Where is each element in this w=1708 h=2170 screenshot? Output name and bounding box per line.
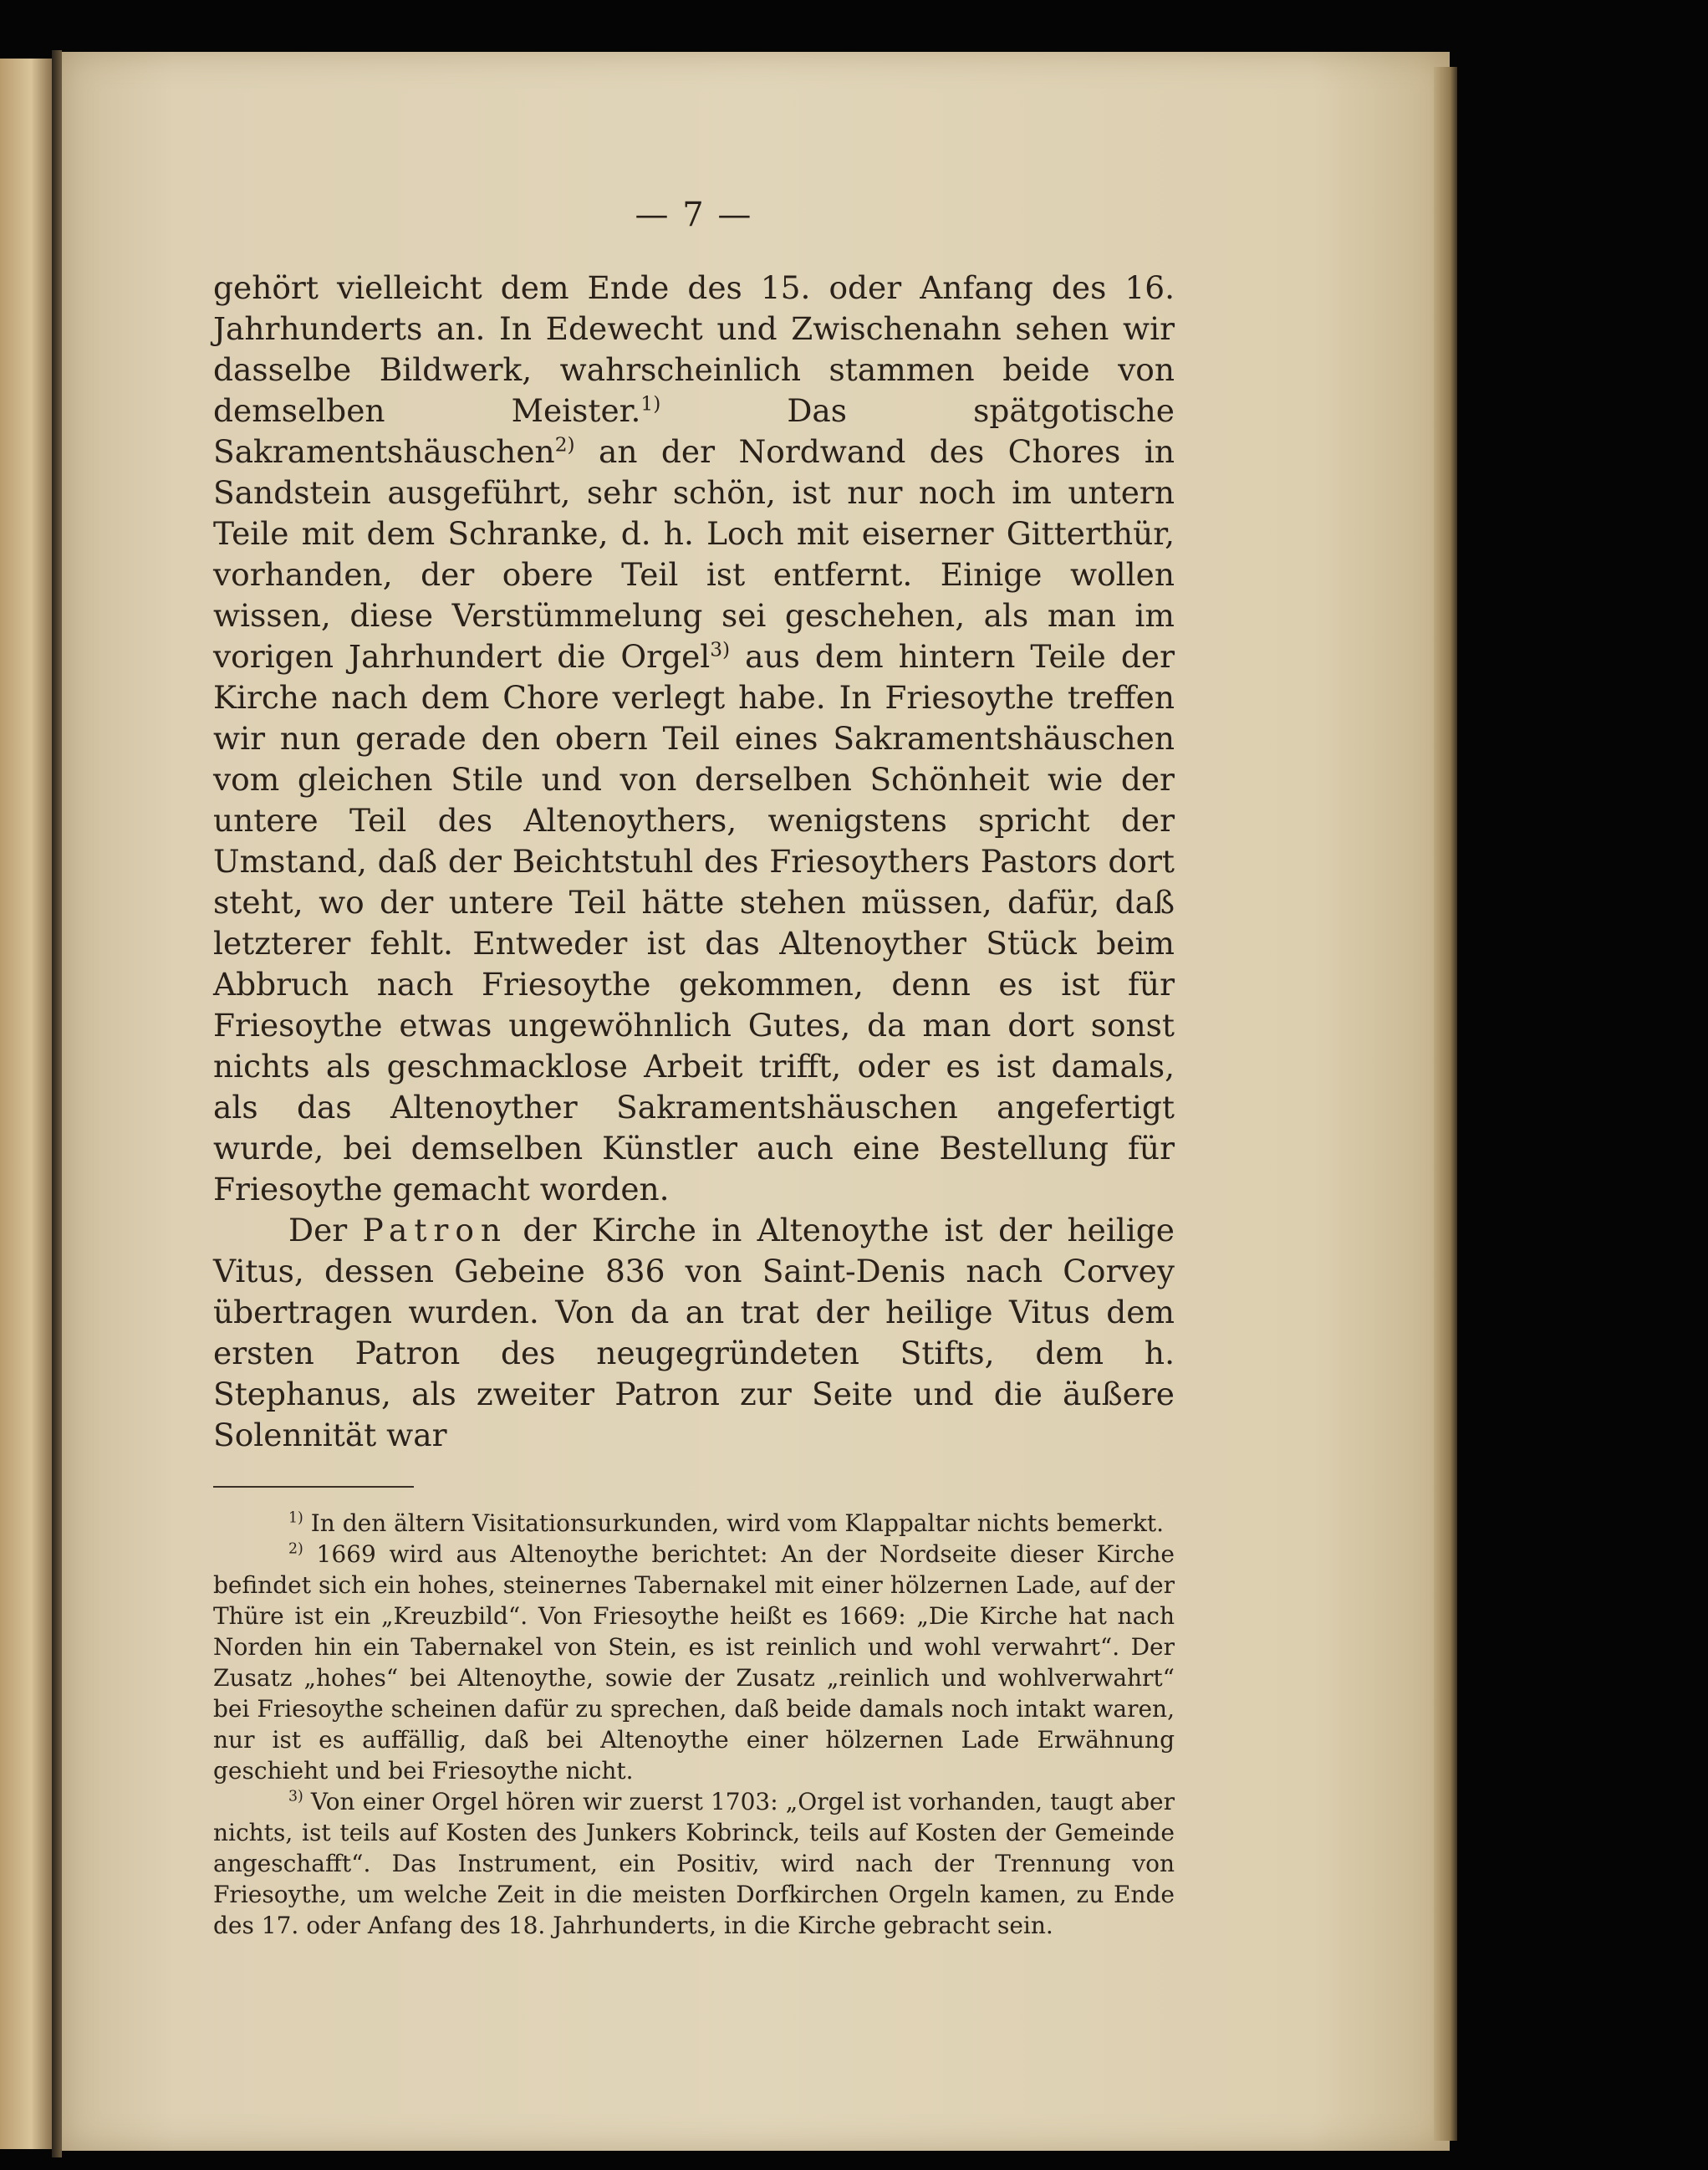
footnote-reference-3: 3) [710, 638, 731, 661]
footnote-1-mark: 1) [288, 1509, 303, 1527]
footnote-3-mark: 3) [288, 1788, 303, 1805]
paragraph-2-emphasis: Patron [362, 1212, 508, 1248]
footnote-3-text: Von einer Orgel hören wir zuerst 1703: „Orgel ist vorhanden, taugt aber nichts, ist teils auf Kosten des Junkers Kobrinck, teils auf Kosten der Gemeinde angeschafft“. Das Instrument, ein Positiv, wird nach der Trennung von Friesoythe, um welche Zeit in die meisten Dorfkirchen Orgeln kamen, zu Ende des 17. oder Anfang des 18. Jahrhunderts, in die Kirche gebracht sein. [213, 1788, 1175, 1939]
paragraph-1-text-c: an der Nordwand des Chores in Sandstein ausgeführt, sehr schön, ist nur noch im untern Teile mit dem Schranke, d. h. Loch mit eiserner Gitterthür, vorhanden, der obere Teil ist entfernt. Einige wollen wissen, diese Verstümmelung sei geschehen, als man im vorigen Jahrhundert die Orgel [213, 433, 1175, 675]
body-paragraph-1 [213, 268, 1175, 1210]
footnote-reference-1: 1) [640, 392, 661, 416]
footnote-2-mark: 2) [288, 1540, 303, 1558]
paragraph-1-text-b: Das spätgotische Sakramentshäuschen [213, 392, 1175, 470]
book-spine [52, 50, 62, 2157]
page-stack-edge [1434, 67, 1457, 2141]
footnote-1-text: In den ältern Visitationsurkunden, wird vom Klappaltar nichts bemerkt. [303, 1509, 1165, 1537]
left-page-edge [0, 59, 54, 2149]
footnote-3 [213, 1786, 1175, 1941]
paragraph-1-text: gehört vielleicht dem Ende des 15. oder Anfang des 16. Jahrhunderts an. In Edewecht und Zwischenahn sehen wir dasselbe Bildwerk, wahrscheinlich stammen beide von demselben Meister. [213, 269, 1175, 429]
page-text-block [213, 196, 1175, 1941]
paragraph-2-text: der Kirche in Altenoythe ist der heilige Vitus, dessen Gebeine 836 von Saint-Denis nach Corvey übertragen wurden. Von da an trat der heilige Vitus dem ersten Patron des neugegründeten Stifts, dem h. Stephanus, als zweiter Patron zur Seite und die äußere Solennität war [213, 1212, 1175, 1453]
footnote-2-text: 1669 wird aus Altenoythe berichtet: An der Nordseite dieser Kirche befindet sich ein hohes, steinernes Tabernakel mit einer hölzernen Lade, auf der Thüre ist ein „Kreuzbild“. Von Friesoythe heißt es 1669: „Die Kirche hat nach Norden hin ein Tabernakel von Stein, es ist reinlich und wohl verwahrt“. Der Zusatz „hohes“ bei Altenoythe, sowie der Zusatz „reinlich und wohlverwahrt“ bei Friesoythe scheinen dafür zu sprechen, daß beide damals noch intakt waren, nur ist es auffällig, daß bei Altenoythe einer hölzernen Lade Erwähnung geschieht und bei Friesoythe nicht. [213, 1540, 1175, 1785]
paragraph-1-text-d: aus dem hintern Teile der Kirche nach dem Chore verlegt habe. In Friesoythe treffen wir nun gerade den obern Teil eines Sakramentshäuschen vom gleichen Stile und von derselben Schönheit wie der untere Teil des Altenoythers, wenigstens spricht der Umstand, daß der Beichtstuhl des Friesoythers Pastors dort steht, wo der untere Teil hätte stehen müssen, dafür, daß letzterer fehlt. Entweder ist das Altenoyther Stück beim Abbruch nach Friesoythe gekommen, denn es ist für Friesoythe etwas ungewöhnlich Gutes, da man dort sonst nichts als geschmacklose Arbeit trifft, oder es ist damals, als das Altenoyther Sakramentshäuschen angefertigt wurde, bei demselben Künstler auch eine Bestellung für Friesoythe gemacht worden. [213, 638, 1175, 1208]
footnote-divider [213, 1486, 414, 1488]
footnote-2 [213, 1539, 1175, 1786]
body-paragraph-2 [213, 1210, 1175, 1456]
page-number: — 7 — [635, 196, 753, 234]
footnote-reference-2: 2) [554, 433, 575, 457]
footnote-1 [213, 1508, 1175, 1539]
paragraph-2-lead: Der [288, 1212, 363, 1248]
